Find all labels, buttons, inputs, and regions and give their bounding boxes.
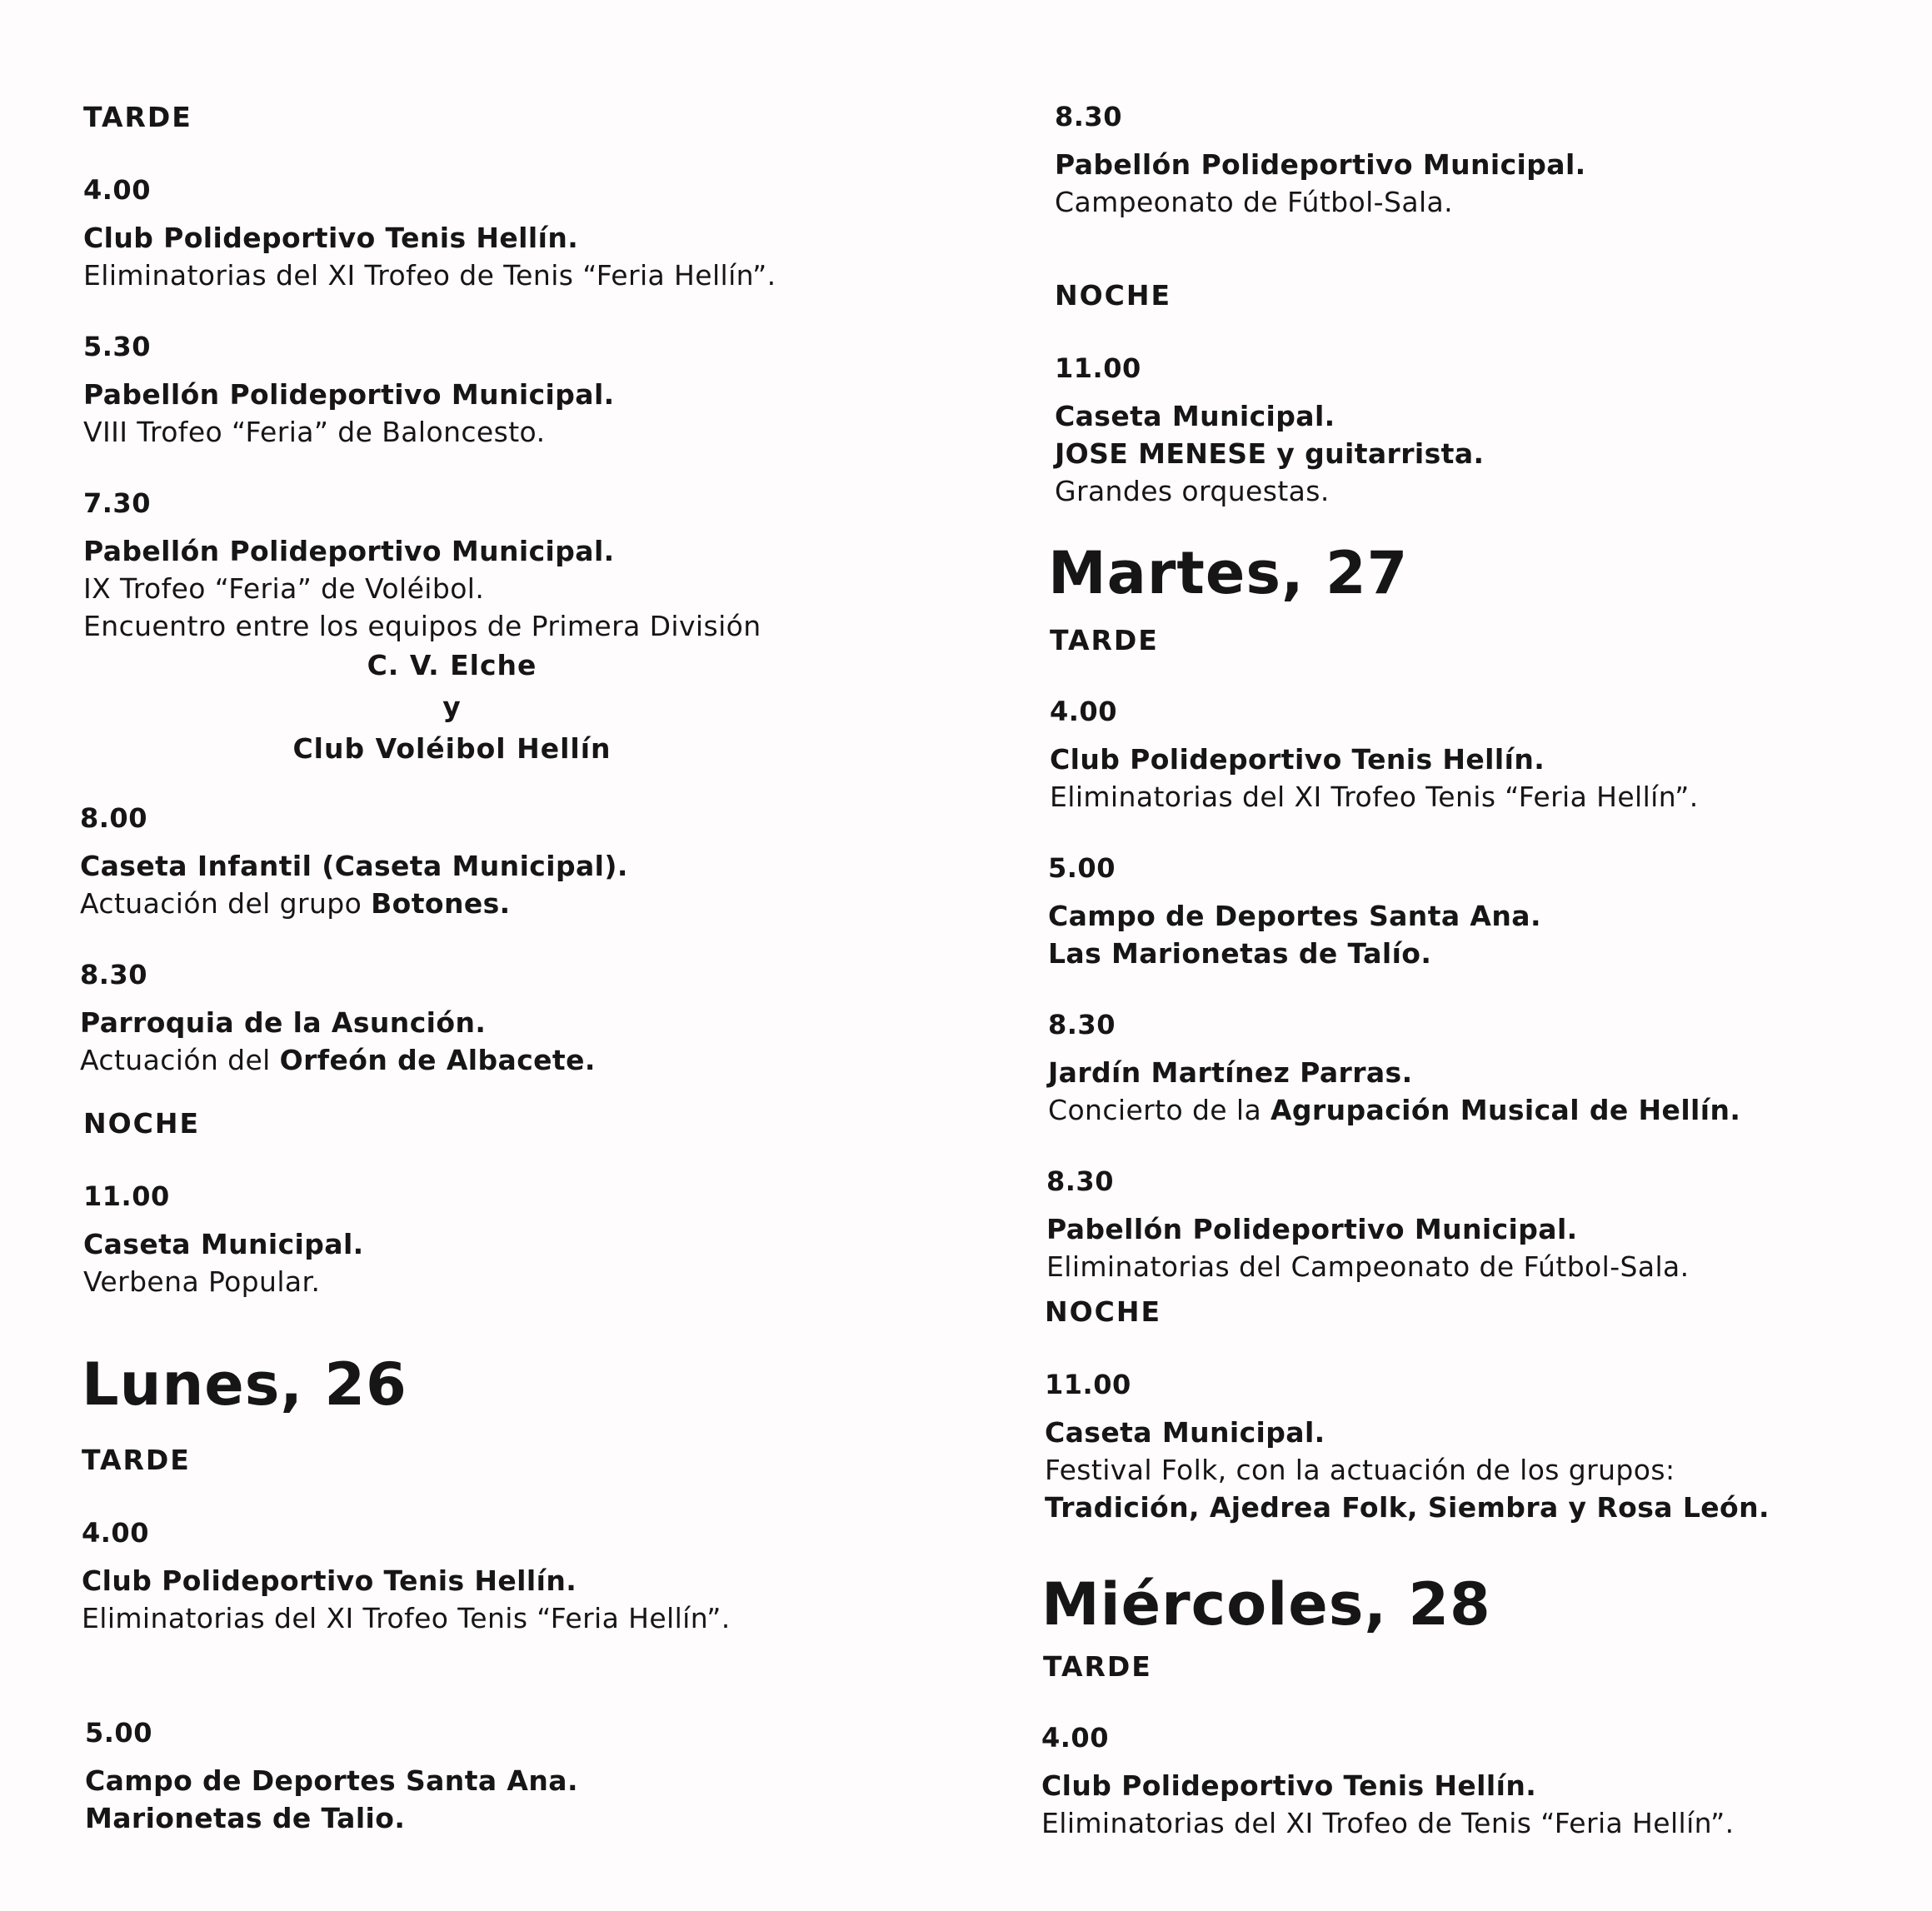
period-heading (1043, 1648, 1910, 1685)
performer-name: Botones. (371, 887, 511, 920)
event-entry (83, 328, 958, 451)
event-venue: Jardín Martínez Parras. (1048, 1056, 1413, 1089)
description-text: Actuación del grupo (80, 887, 372, 920)
period-label: TARDE (83, 101, 192, 133)
event-description: Marionetas de Talio. (85, 1802, 406, 1834)
event-time: 5.30 (83, 331, 151, 362)
match-team: C. V. Elche (367, 649, 537, 681)
event-entry (1050, 693, 1910, 816)
event-venue: Parroquia de la Asunción. (80, 1006, 487, 1039)
event-time: 8.30 (1055, 101, 1122, 132)
day-heading (1048, 538, 1910, 608)
event-entry (83, 1178, 958, 1300)
event-entry (1046, 1163, 1910, 1285)
event-venue: Club Polideportivo Tenis Hellín. (1041, 1769, 1537, 1802)
period-heading (82, 1441, 958, 1479)
event-time: 11.00 (1055, 352, 1141, 384)
event-time: 8.30 (80, 959, 147, 990)
event-time: 11.00 (83, 1180, 170, 1212)
event-entry (83, 485, 958, 770)
event-entry (1048, 850, 1910, 972)
period-label: NOCHE (1045, 1295, 1162, 1328)
description-text: Concierto de la (1048, 1094, 1271, 1126)
event-description: Encuentro entre los equipos de Primera División (83, 610, 761, 642)
event-entry (1055, 98, 1910, 221)
event-entry (1041, 1719, 1910, 1842)
period-heading (83, 98, 958, 136)
event-venue: Pabellón Polideportivo Municipal. (1046, 1213, 1578, 1245)
event-performer: JOSE MENESE y guitarrista. (1055, 437, 1485, 470)
event-entry (1048, 1006, 1910, 1129)
event-description: Las Marionetas de Talío. (1048, 937, 1432, 970)
event-description: Eliminatorias del XI Trofeo de Tenis “Feria Hellín”. (1041, 1807, 1735, 1839)
event-time: 4.00 (1050, 696, 1117, 727)
match-team: Club Voléibol Hellín (292, 732, 612, 765)
event-entry (80, 956, 958, 1079)
day-title: Lunes, 26 (82, 1350, 407, 1419)
event-entry (80, 800, 958, 922)
event-time: 4.00 (83, 174, 151, 206)
period-heading (83, 1105, 958, 1142)
event-description (80, 1041, 958, 1079)
period-label: NOCHE (1055, 279, 1172, 312)
day-title: Miércoles, 28 (1041, 1570, 1491, 1639)
event-venue: Club Polideportivo Tenis Hellín. (1050, 743, 1545, 776)
event-description: VIII Trofeo “Feria” de Baloncesto. (83, 416, 546, 448)
event-time: 8.30 (1048, 1009, 1116, 1040)
event-time: 5.00 (85, 1717, 152, 1749)
event-entry (1045, 1366, 1910, 1526)
event-description: Eliminatorias del XI Trofeo Tenis “Feria Hellín”. (1050, 781, 1699, 813)
event-description: Eliminatorias del XI Trofeo Tenis “Feria Hellín”. (82, 1602, 731, 1634)
period-heading (1050, 621, 1910, 659)
event-venue: Caseta Infantil (Caseta Municipal). (80, 850, 628, 882)
event-entry (1055, 350, 1910, 510)
event-venue: Club Polideportivo Tenis Hellín. (83, 222, 579, 254)
event-description (1048, 1091, 1910, 1129)
event-description: Campeonato de Fútbol-Sala. (1055, 186, 1454, 218)
event-time: 4.00 (82, 1517, 149, 1549)
event-entry (85, 1714, 958, 1837)
day-heading (82, 1350, 958, 1420)
event-venue: Campo de Deportes Santa Ana. (1048, 900, 1541, 932)
event-description: IX Trofeo “Feria” de Voléibol. (83, 572, 485, 605)
event-venue: Campo de Deportes Santa Ana. (85, 1764, 578, 1797)
period-heading (1055, 277, 1910, 314)
event-description: Eliminatorias del Campeonato de Fútbol-Sala. (1046, 1250, 1690, 1283)
period-label: TARDE (1043, 1650, 1152, 1683)
event-time: 8.30 (1046, 1165, 1114, 1197)
period-label: TARDE (82, 1444, 191, 1476)
day-heading (1041, 1569, 1910, 1639)
event-time: 11.00 (1045, 1369, 1131, 1400)
event-venue: Caseta Municipal. (1045, 1416, 1325, 1449)
event-description: Grandes orquestas. (1055, 475, 1330, 507)
event-venue: Pabellón Polideportivo Municipal. (1055, 148, 1586, 181)
event-venue: Club Polideportivo Tenis Hellín. (82, 1564, 577, 1597)
period-label: NOCHE (83, 1107, 201, 1140)
event-entry (83, 172, 958, 294)
event-time: 5.00 (1048, 852, 1116, 884)
event-description: Festival Folk, con la actuación de los grupos: (1045, 1454, 1675, 1486)
event-venue: Pabellón Polideportivo Municipal. (83, 378, 615, 411)
performer-name: Orfeón de Albacete. (279, 1044, 596, 1076)
event-entry (82, 1514, 958, 1637)
event-description: Eliminatorias del XI Trofeo de Tenis “Feria Hellín”. (83, 259, 776, 292)
event-time: 7.30 (83, 487, 151, 519)
event-venue: Caseta Municipal. (1055, 400, 1335, 432)
performer-name: Agrupación Musical de Hellín. (1270, 1094, 1741, 1126)
event-time: 8.00 (80, 802, 147, 834)
period-heading (1045, 1293, 1910, 1330)
event-description (80, 885, 958, 922)
event-description: Verbena Popular. (83, 1265, 321, 1298)
day-title: Martes, 27 (1048, 539, 1409, 607)
event-venue: Caseta Municipal. (83, 1228, 364, 1260)
match-conjunction: y (442, 691, 462, 723)
event-time: 4.00 (1041, 1722, 1109, 1754)
event-venue: Pabellón Polideportivo Municipal. (83, 535, 615, 567)
performer-groups: Tradición, Ajedrea Folk, Siembra y Rosa León. (1045, 1491, 1770, 1524)
period-label: TARDE (1050, 624, 1159, 656)
description-text: Actuación del (80, 1044, 280, 1076)
